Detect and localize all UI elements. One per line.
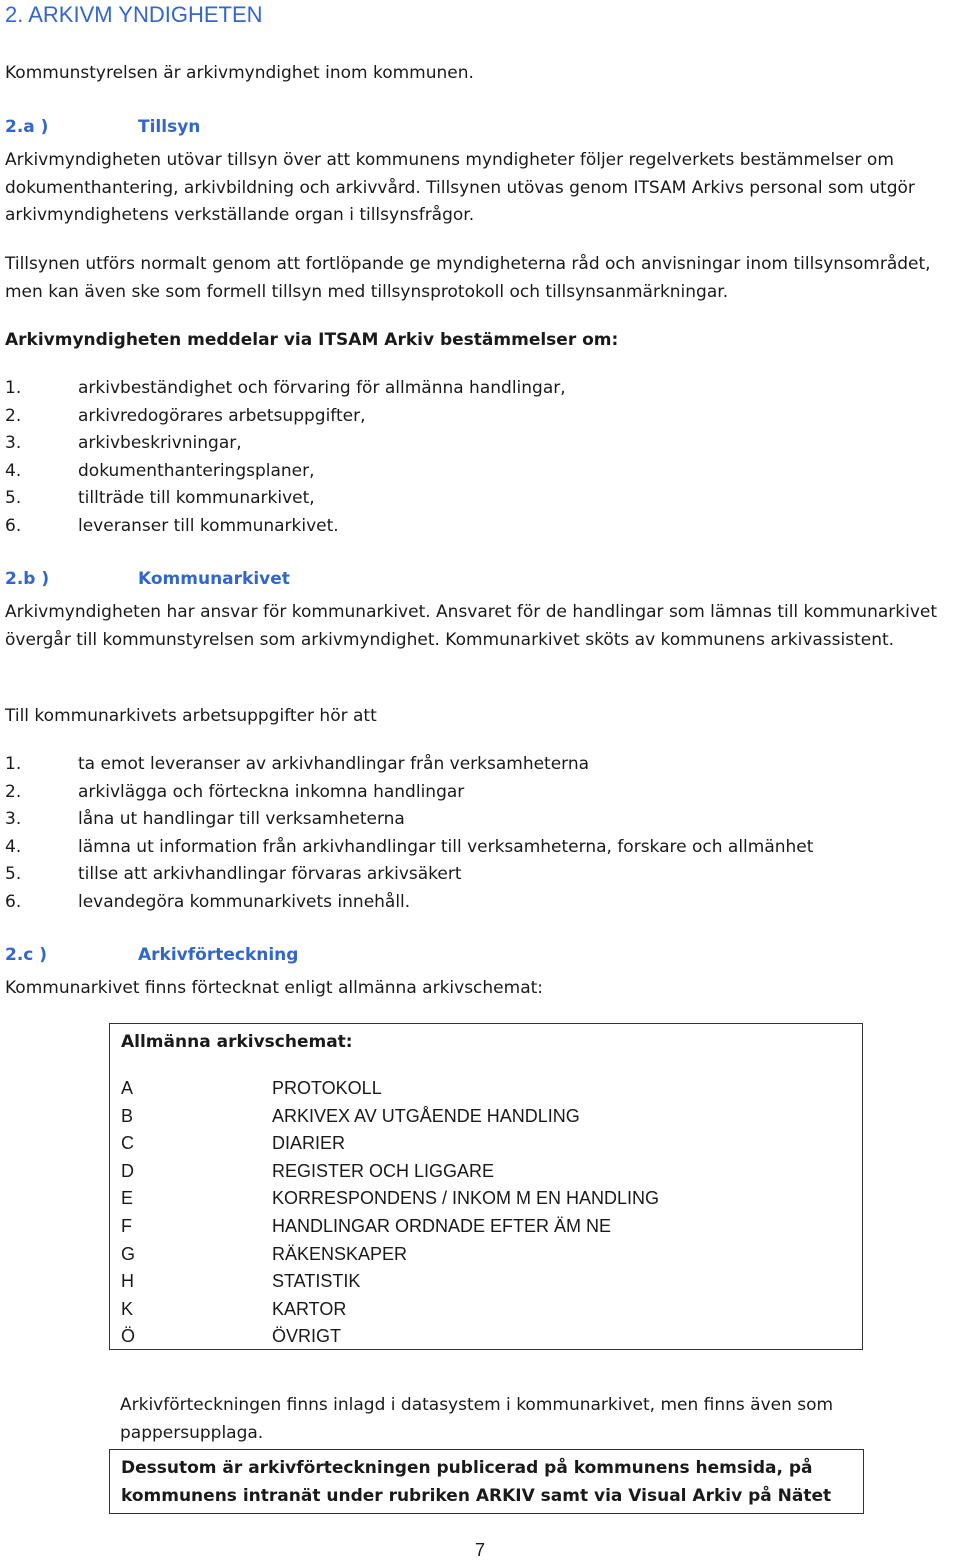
sec_b-list-item (5, 751, 813, 779)
schema-label: STATISTIK (272, 1271, 361, 1292)
sec_a-list-item-number: 1. (5, 378, 22, 398)
schema-row (121, 1241, 659, 1269)
sec_b-list-item-number: 2. (5, 781, 22, 802)
sec_a-list-item (5, 430, 566, 458)
section-b-paragraph-1: Arkivmyndigheten har ansvar för kommunarkivet. Ansvaret för de handlingar som lämnas till kommunarkivet övergår till kommunstyrelsen som arkivmyndighet. Kommunarkivet sköts av kommunens arkivassistent. (5, 602, 938, 650)
section-b-list (5, 751, 813, 917)
sec_b-list-item (5, 779, 813, 807)
section-a-number: 2.a ) (5, 117, 49, 137)
archive-schema-title: Allmänna arkivschemat: (121, 1032, 353, 1052)
schema-code: H (121, 1271, 134, 1292)
section-b-lead: Till kommunarkivets arbetsuppgifter hör att (5, 706, 377, 726)
sec_b-list-item-text: lämna ut information från arkivhandlingar till verksamheterna, forskare och allmänhet (78, 836, 814, 857)
section-a-title: Tillsyn (138, 117, 201, 137)
schema-label: ARKIVEX AV UTGÅENDE HANDLING (272, 1105, 580, 1126)
schema-code: F (121, 1215, 132, 1236)
schema-row (121, 1213, 659, 1241)
sec_a-list-item-number: 3. (5, 433, 22, 454)
sec_b-list-item-text: arkivlägga och förteckna inkomna handlingar (78, 781, 465, 802)
schema-row (121, 1075, 659, 1103)
schema-label: DIARIER (272, 1133, 346, 1154)
sec_a-list-item-number: 4. (5, 460, 22, 481)
sec_a-list-item-text: arkivbeskrivningar, (78, 433, 242, 454)
intro-text: Kommunstyrelsen är arkivmyndighet inom kommunen. (5, 63, 474, 83)
section-c-number: 2.c ) (5, 945, 48, 965)
sec_a-list-item-number: 6. (5, 515, 22, 536)
schema-label: PROTOKOLL (272, 1078, 382, 1098)
sec_b-list-item (5, 834, 813, 862)
sec_a-list-item-text: arkivbeständighet och förvaring för allmänna handlingar, (78, 378, 566, 398)
sec_a-list-item (5, 485, 566, 513)
sec_b-list-item-number: 6. (5, 891, 22, 912)
schema-code: G (121, 1243, 136, 1264)
section-c-heading (5, 942, 298, 968)
sec_b-list-item-number: 1. (5, 754, 22, 774)
sec_b-list-item (5, 861, 813, 889)
sec_a-list-item-number: 2. (5, 405, 22, 426)
schema-label: REGISTER OCH LIGGARE (272, 1160, 495, 1181)
sec_b-list-item (5, 889, 813, 917)
publication-note-box (109, 1449, 864, 1514)
section-c-paragraph-1: Kommunarkivet finns förtecknat enligt allmänna arkivschemat: (5, 978, 543, 998)
sec_a-list-item (5, 403, 566, 431)
schema-row (121, 1296, 659, 1324)
section-c-title: Arkivförteckning (138, 945, 299, 965)
section-a-paragraph-1: Arkivmyndigheten utövar tillsyn över att kommunens myndigheter följer regelverkets bestämmelser om dokumenthantering, arkivbildning och arkivvård. Tillsynen utövas genom ITSAM Arkivs personal som utgör arkivmyndighetens verkställande organ i tillsynsfrågor. (5, 150, 915, 225)
schema-code: C (121, 1133, 134, 1154)
sec_a-list-item (5, 458, 566, 486)
sec_a-list-item-text: dokumenthanteringsplaner, (78, 460, 315, 481)
sec_a-list-item-number: 5. (5, 488, 22, 509)
section-a-paragraph-2: Tillsynen utförs normalt genom att fortlöpande ge myndigheterna råd och anvisningar inom tillsynsområdet, men kan även ske som formell tillsyn med tillsynsprotokoll och tillsynsanmärkningar. (5, 254, 931, 302)
section-c-paragraph-2: Arkivförteckningen finns inlagd i datasystem i kommunarkivet, men finns även som pappersupplaga. (120, 1395, 834, 1443)
schema-row (121, 1268, 659, 1296)
sec_b-list-item-number: 5. (5, 864, 22, 885)
schema-label: ÖVRIGT (272, 1326, 342, 1347)
sec_b-list-item-text: ta emot leveranser av arkivhandlingar från verksamheterna (78, 754, 590, 774)
page-number: 7 (474, 1540, 485, 1560)
sec_a-list-item-text: arkivredogörares arbetsuppgifter, (78, 405, 366, 426)
schema-code: B (121, 1105, 134, 1126)
sec_a-list-item-text: leveranser till kommunarkivet. (78, 515, 339, 536)
sec_b-list-item-number: 3. (5, 809, 22, 830)
archive-schema-list (121, 1075, 659, 1351)
sec_a-list-item-text: tillträde till kommunarkivet, (78, 488, 315, 509)
schema-row (121, 1323, 659, 1351)
schema-row (121, 1103, 659, 1131)
schema-row (121, 1185, 659, 1213)
section-b-title: Kommunarkivet (138, 569, 290, 589)
sec_b-list-item-text: låna ut handlingar till verksamheterna (78, 809, 405, 830)
sec_b-list-item (5, 806, 813, 834)
schema-code: E (121, 1188, 134, 1209)
schema-label: HANDLINGAR ORDNADE EFTER ÄM NE (272, 1215, 612, 1236)
section-b-number: 2.b ) (5, 569, 50, 589)
sec_b-list-item-text: levandegöra kommunarkivets innehåll. (78, 891, 411, 912)
schema-code: A (121, 1078, 134, 1098)
sec_b-list-item-number: 4. (5, 836, 22, 857)
archive-schema-box (109, 1023, 863, 1350)
sec_a-list-item (5, 375, 566, 403)
section-a-lead: Arkivmyndigheten meddelar via ITSAM Arkiv bestämmelser om: (5, 330, 619, 350)
schema-row (121, 1158, 659, 1186)
sec_a-list-item (5, 513, 566, 541)
page-heading: 2. ARKIVM YNDIGHETEN (5, 2, 263, 27)
sec_b-list-item-text: tillse att arkivhandlingar förvaras arkivsäkert (78, 864, 462, 885)
schema-code: K (121, 1298, 134, 1319)
schema-label: KORRESPONDENS / INKOM M EN HANDLING (272, 1188, 660, 1209)
section-a-heading (5, 114, 200, 140)
schema-row (121, 1130, 659, 1158)
schema-code: D (121, 1160, 134, 1181)
schema-code: Ö (121, 1326, 136, 1347)
section-b-heading (5, 566, 290, 592)
publication-note-text: Dessutom är arkivförteckningen publicerad på kommunens hemsida, på kommunens intranät under rubriken ARKIV samt via Visual Arkiv på Nätet (121, 1458, 832, 1506)
schema-label: KARTOR (272, 1298, 347, 1319)
section-a-list (5, 375, 566, 541)
schema-label: RÄKENSKAPER (272, 1243, 408, 1264)
